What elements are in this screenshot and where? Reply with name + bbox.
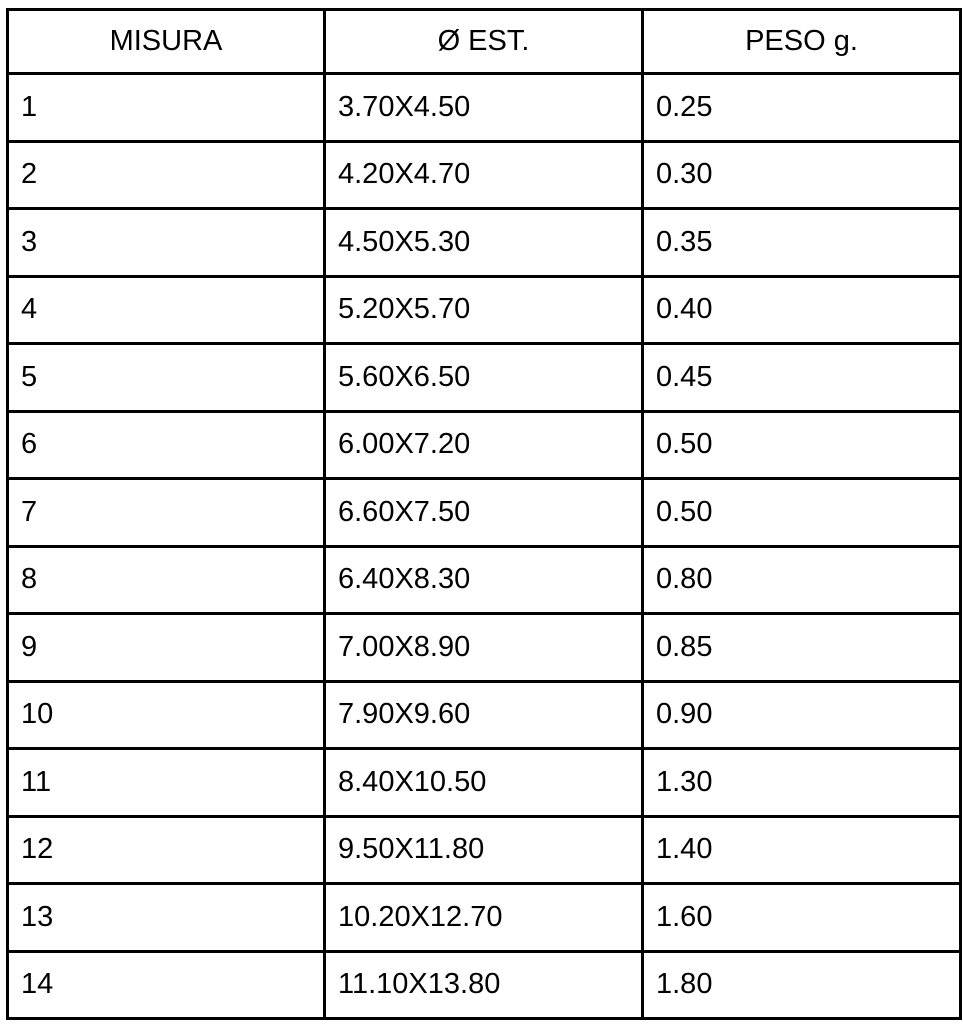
cell-diameter-ext: 7.90X9.60	[325, 681, 643, 749]
table-row	[8, 951, 961, 1019]
cell-misura: 14	[8, 951, 325, 1019]
table-row	[8, 749, 961, 817]
table-row	[8, 884, 961, 952]
cell-diameter-ext: 8.40X10.50	[325, 749, 643, 817]
cell-peso: 0.25	[643, 74, 961, 142]
header-peso: PESO g.	[643, 10, 961, 74]
table-row	[8, 614, 961, 682]
cell-misura: 1	[8, 74, 325, 142]
cell-peso: 0.45	[643, 344, 961, 412]
cell-diameter-ext: 6.00X7.20	[325, 411, 643, 479]
cell-peso: 0.30	[643, 141, 961, 209]
cell-misura: 4	[8, 276, 325, 344]
table-row	[8, 479, 961, 547]
cell-diameter-ext: 5.20X5.70	[325, 276, 643, 344]
cell-peso: 0.35	[643, 209, 961, 277]
header-misura: MISURA	[8, 10, 325, 74]
cell-misura: 5	[8, 344, 325, 412]
cell-misura: 11	[8, 749, 325, 817]
cell-peso: 0.40	[643, 276, 961, 344]
cell-misura: 13	[8, 884, 325, 952]
cell-misura: 2	[8, 141, 325, 209]
cell-peso: 0.85	[643, 614, 961, 682]
cell-diameter-ext: 4.50X5.30	[325, 209, 643, 277]
cell-diameter-ext: 6.60X7.50	[325, 479, 643, 547]
cell-peso: 0.80	[643, 546, 961, 614]
cell-diameter-ext: 6.40X8.30	[325, 546, 643, 614]
cell-misura: 8	[8, 546, 325, 614]
cell-peso: 0.90	[643, 681, 961, 749]
cell-diameter-ext: 9.50X11.80	[325, 816, 643, 884]
table-header	[8, 10, 961, 74]
table-row	[8, 344, 961, 412]
table-row	[8, 816, 961, 884]
cell-peso: 1.40	[643, 816, 961, 884]
header-row	[8, 10, 961, 74]
cell-misura: 3	[8, 209, 325, 277]
table-row	[8, 546, 961, 614]
cell-misura: 6	[8, 411, 325, 479]
cell-diameter-ext: 11.10X13.80	[325, 951, 643, 1019]
cell-peso: 1.60	[643, 884, 961, 952]
table-row	[8, 209, 961, 277]
size-table	[6, 8, 962, 1020]
cell-peso: 0.50	[643, 479, 961, 547]
table-row	[8, 141, 961, 209]
cell-misura: 10	[8, 681, 325, 749]
cell-misura: 7	[8, 479, 325, 547]
cell-misura: 12	[8, 816, 325, 884]
table-row	[8, 276, 961, 344]
cell-peso: 0.50	[643, 411, 961, 479]
table-body	[8, 74, 961, 1019]
table-row	[8, 411, 961, 479]
cell-diameter-ext: 7.00X8.90	[325, 614, 643, 682]
cell-peso: 1.30	[643, 749, 961, 817]
cell-diameter-ext: 4.20X4.70	[325, 141, 643, 209]
table-row	[8, 681, 961, 749]
cell-peso: 1.80	[643, 951, 961, 1019]
cell-diameter-ext: 10.20X12.70	[325, 884, 643, 952]
table-row	[8, 74, 961, 142]
cell-diameter-ext: 5.60X6.50	[325, 344, 643, 412]
cell-diameter-ext: 3.70X4.50	[325, 74, 643, 142]
header-diameter-ext: Ø EST.	[325, 10, 643, 74]
cell-misura: 9	[8, 614, 325, 682]
